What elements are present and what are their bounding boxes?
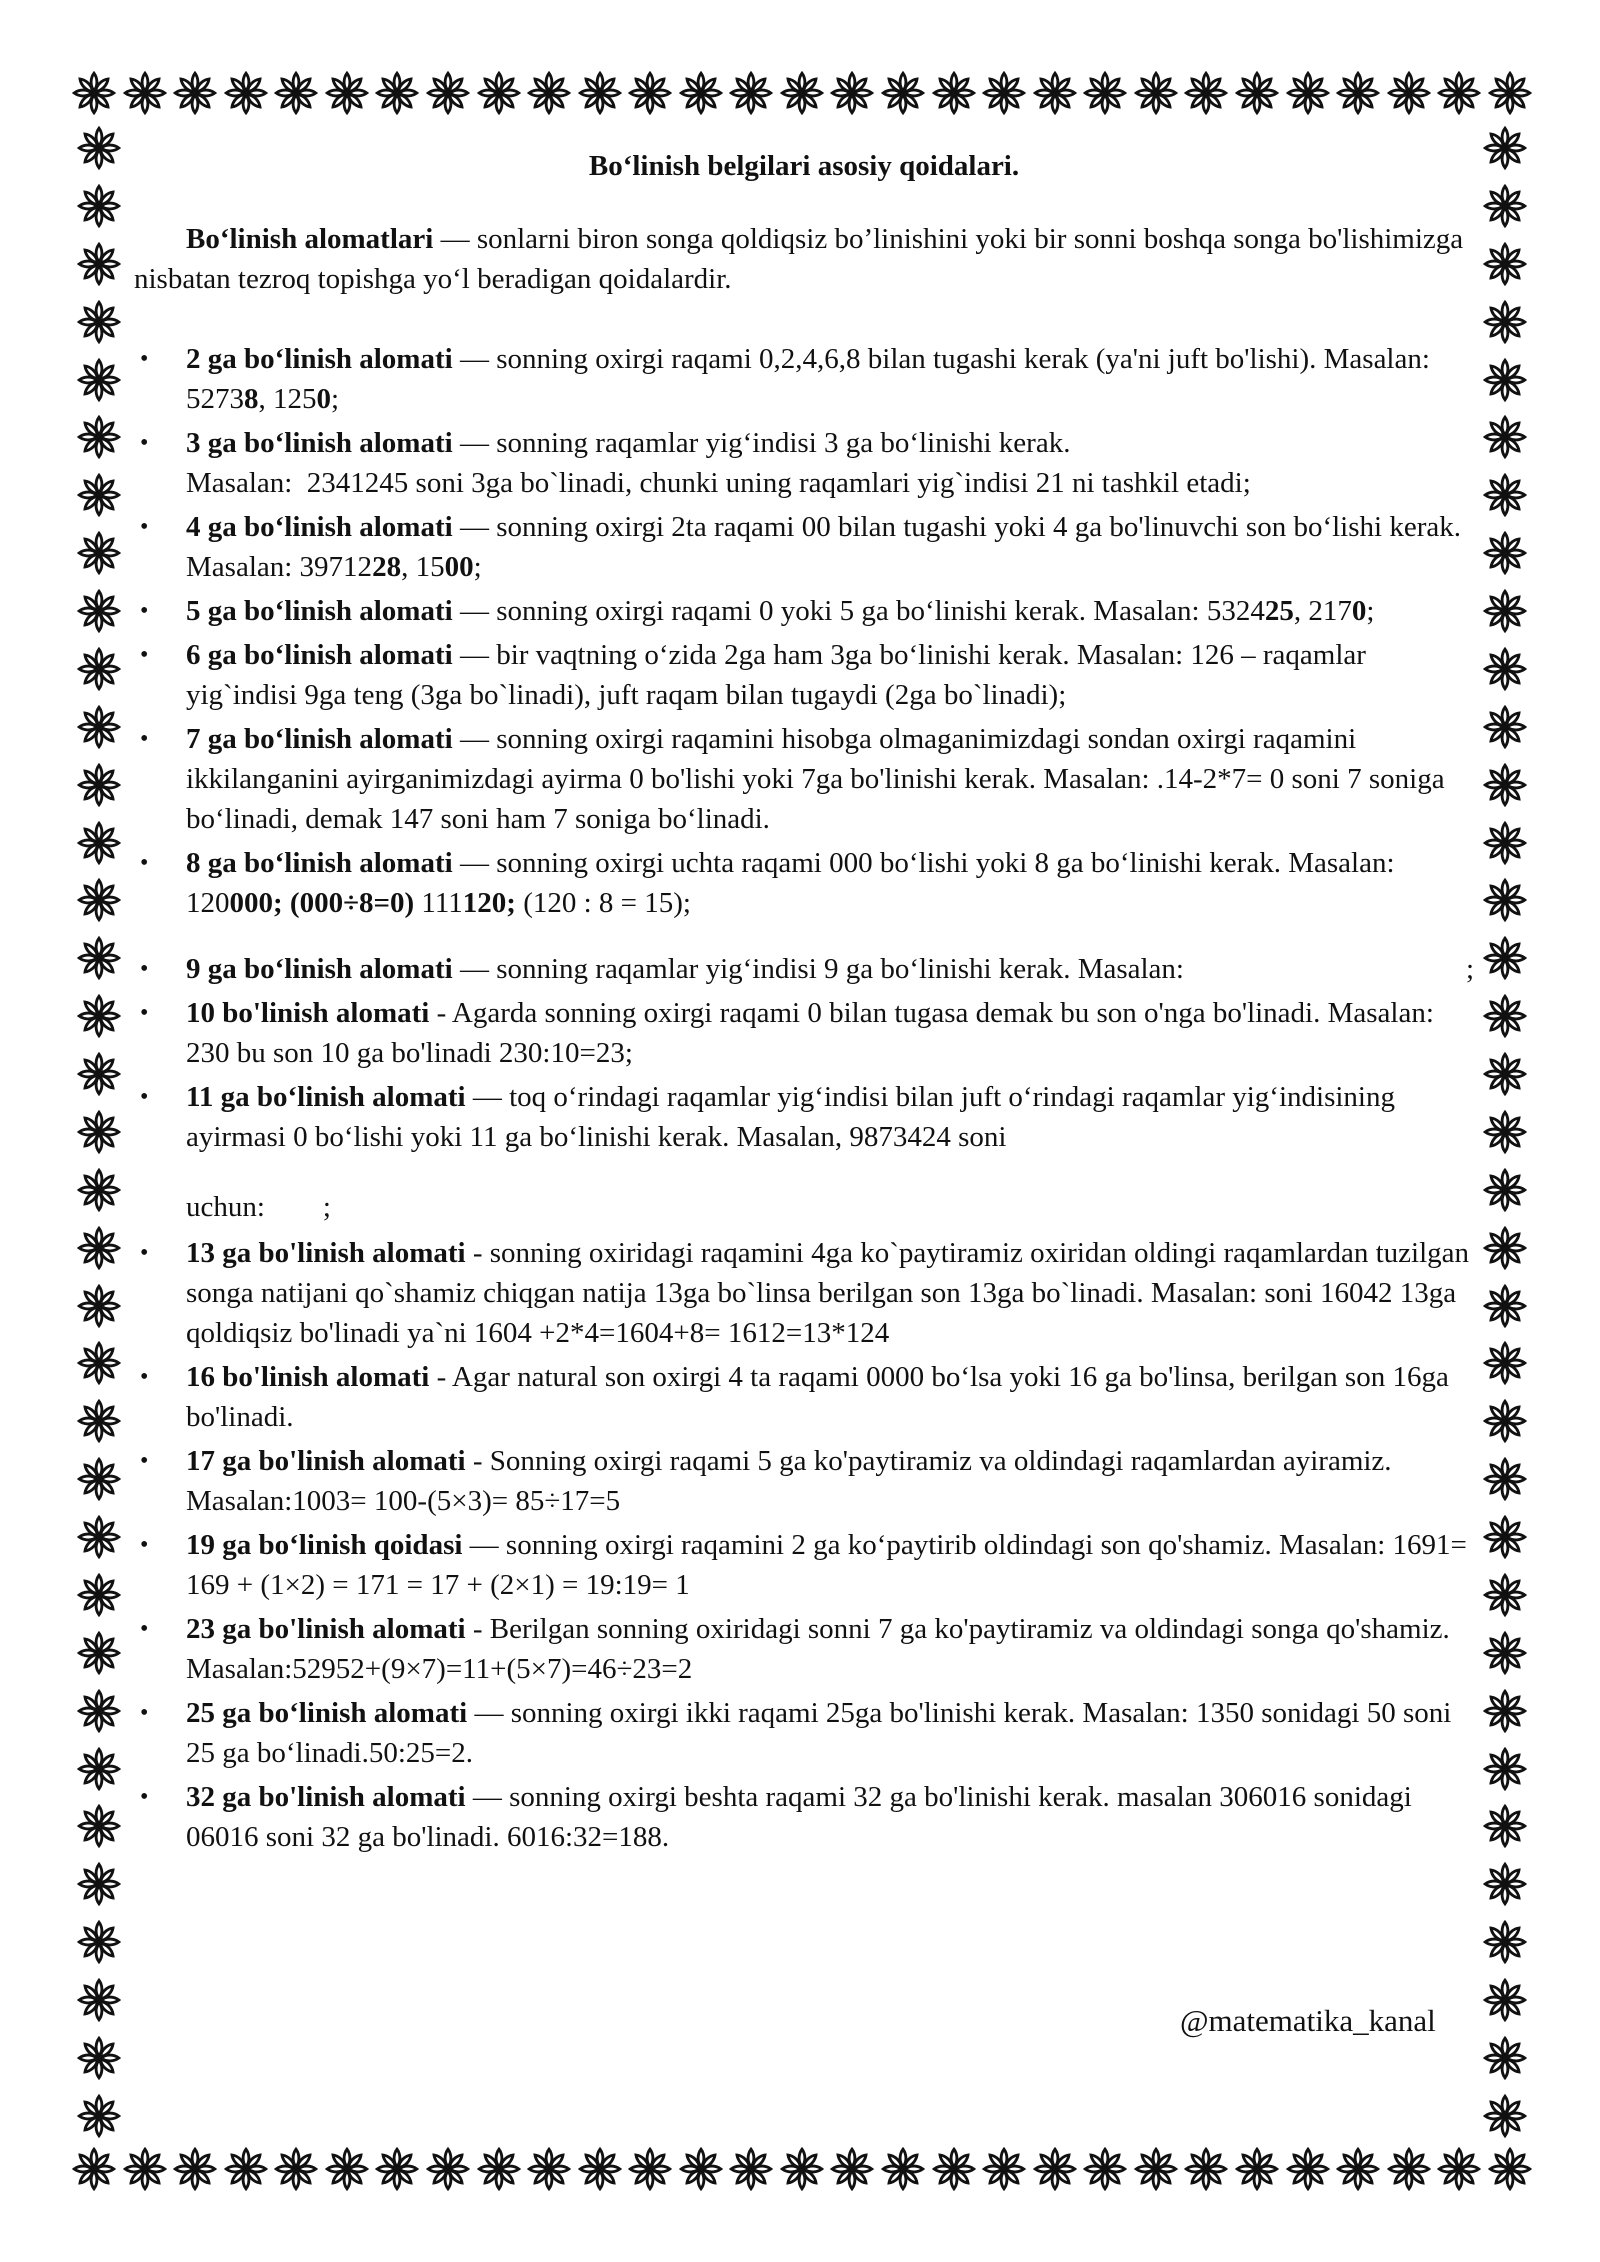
rule-heading: 7 ga bo‘linish alomati [186, 723, 453, 755]
rule-text: — toq o‘rindagi raqamlar yig‘indisi bilan juft o‘rindagi raqamlar yig‘indisining ayirmasi 0 bo‘lishi yoki 11 ga bo‘linishi kerak. Masalan, 9873424 soni [186, 1081, 1395, 1153]
asterisk-flower-icon [1033, 2147, 1077, 2191]
rule-continuation: Masalan: 2341245 soni 3ga bo`linadi, chunki uning raqamlari yig`indisi 21 ni tashkil etadi; [186, 467, 1251, 499]
asterisk-flower-icon [426, 2147, 470, 2191]
rule-item [134, 949, 1474, 989]
rule-heading: 11 ga bo‘linish alomati [186, 1081, 466, 1113]
rule-text: — sonning oxirgi raqamini hisobga olmaganimizdagi sondan oxirgi raqamini ikkilanganini ayirganimizdagi ayirma 0 bo'lishi yoki 7ga bo'linishi kerak. Masalan: .14-2*7= 0 soni 7 soniga bo‘linadi, demak 147 soni ham 7 soniga bo‘linadi. [186, 723, 1445, 835]
asterisk-flower-icon [77, 1226, 121, 1270]
border-left [72, 126, 126, 2138]
rule-text-part: ; [473, 551, 482, 583]
asterisk-flower-icon [578, 2147, 622, 2191]
asterisk-flower-icon [426, 71, 470, 115]
rule-heading: 9 ga bo‘linish alomati [186, 953, 453, 985]
rule-item [134, 591, 1474, 631]
asterisk-flower-icon [1083, 2147, 1127, 2191]
asterisk-flower-icon [1336, 71, 1380, 115]
rule-text-part: (120 : 8 = 15); [515, 887, 691, 919]
asterisk-flower-icon [1483, 1689, 1527, 1733]
rule-heading: 25 ga bo‘linish alomati [186, 1697, 468, 1729]
asterisk-flower-icon [77, 126, 121, 170]
asterisk-flower-icon [679, 2147, 723, 2191]
rule-heading: 19 ga bo‘linish qoidasi [186, 1529, 463, 1561]
asterisk-flower-icon [1235, 2147, 1279, 2191]
border-bottom [72, 2142, 1532, 2196]
asterisk-flower-icon [1483, 1631, 1527, 1675]
asterisk-flower-icon [1437, 71, 1481, 115]
asterisk-flower-icon [982, 2147, 1026, 2191]
asterisk-flower-icon [1483, 589, 1527, 633]
bullet-icon: • [140, 1784, 149, 1810]
rule-heading: 17 ga bo'linish alomati [186, 1445, 466, 1477]
asterisk-flower-icon [77, 1862, 121, 1906]
rule-bold-part: 25 [1264, 595, 1294, 627]
asterisk-flower-icon [1483, 358, 1527, 402]
asterisk-flower-icon [729, 71, 773, 115]
asterisk-flower-icon [1483, 1862, 1527, 1906]
rule-item [134, 719, 1474, 839]
asterisk-flower-icon [77, 763, 121, 807]
asterisk-flower-icon [77, 936, 121, 980]
asterisk-flower-icon [881, 71, 925, 115]
asterisk-flower-icon [1387, 71, 1431, 115]
asterisk-flower-icon [77, 1399, 121, 1443]
asterisk-flower-icon [679, 71, 723, 115]
asterisk-flower-icon [77, 1341, 121, 1385]
rule-item [134, 423, 1474, 503]
asterisk-flower-icon [77, 878, 121, 922]
asterisk-flower-icon [578, 71, 622, 115]
asterisk-flower-icon [1488, 2147, 1532, 2191]
rule-heading: 5 ga bo‘linish alomati [186, 595, 453, 627]
asterisk-flower-icon [77, 1515, 121, 1559]
bullet-icon: • [140, 726, 149, 752]
asterisk-flower-icon [1483, 705, 1527, 749]
asterisk-flower-icon [1483, 1804, 1527, 1848]
rule-heading: 4 ga bo‘linish alomati [186, 511, 453, 543]
rule-bold-part: 8 [244, 383, 259, 415]
asterisk-flower-icon [1483, 300, 1527, 344]
rule-text: — sonning raqamlar yig‘indisi 9 ga bo‘linishi kerak. Masalan: [452, 953, 1184, 985]
rule-text-part: , 15 [401, 551, 445, 583]
asterisk-flower-icon [77, 1978, 121, 2022]
rule-bold-part: 0 [316, 383, 331, 415]
asterisk-flower-icon [527, 2147, 571, 2191]
bullet-icon: • [140, 514, 149, 540]
bullet-icon: • [140, 1084, 149, 1110]
rule-heading: 10 bo'linish alomati [186, 997, 430, 1029]
rule-item [134, 843, 1474, 923]
rule-text-part: ; [331, 383, 340, 415]
intro-paragraph [134, 219, 1474, 299]
bullet-icon: • [140, 346, 149, 372]
asterisk-flower-icon [1286, 71, 1330, 115]
asterisk-flower-icon [325, 71, 369, 115]
rule-item [134, 1077, 1474, 1227]
asterisk-flower-icon [173, 2147, 217, 2191]
rule-item [134, 1693, 1474, 1773]
rule-tail: ; [1465, 953, 1474, 985]
rule-text: - sonning oxiridagi raqamini 4ga ko`paytiramiz oxiridan oldingi raqamlardan tuzilgan songa natijani qo`shamiz chiqgan natija 13ga bo`linsa berilgan son 13ga bo`linadi. Masalan: soni 16042 13ga qoldiqsiz bo'linadi ya`ni 1604 +2*4=1604+8= 1612=13*124 [186, 1237, 1470, 1349]
rule-text: - Sonning oxirgi raqami 5 ga ko'paytiramiz va oldindagi raqamlardan ayiramiz. Masalan:1003= 100-(5×3)= 85÷17=5 [186, 1445, 1392, 1517]
asterisk-flower-icon [1483, 2036, 1527, 2080]
bullet-icon: • [140, 1448, 149, 1474]
bullet-icon: • [140, 1240, 149, 1266]
asterisk-flower-icon [1483, 184, 1527, 228]
bullet-icon: • [140, 1532, 149, 1558]
asterisk-flower-icon [1483, 1978, 1527, 2022]
bullet-icon: • [140, 598, 149, 624]
asterisk-flower-icon [1483, 821, 1527, 865]
asterisk-flower-icon [932, 71, 976, 115]
asterisk-flower-icon [1483, 1747, 1527, 1791]
asterisk-flower-icon [881, 2147, 925, 2191]
asterisk-flower-icon [1134, 2147, 1178, 2191]
rule-item [134, 1233, 1474, 1353]
asterisk-flower-icon [77, 1747, 121, 1791]
asterisk-flower-icon [1483, 1226, 1527, 1270]
asterisk-flower-icon [77, 2094, 121, 2138]
rule-item [134, 1525, 1474, 1605]
intro-lead: Bo‘linish alomatlari [186, 223, 434, 255]
asterisk-flower-icon [982, 71, 1026, 115]
rule-bold-part: 00 [444, 551, 474, 583]
rule-heading: 3 ga bo‘linish alomati [186, 427, 453, 459]
rule-item [134, 507, 1474, 587]
bullet-icon: • [140, 1616, 149, 1642]
asterisk-flower-icon [77, 1920, 121, 1964]
asterisk-flower-icon [77, 1284, 121, 1328]
asterisk-flower-icon [77, 1631, 121, 1675]
rule-text: — sonning oxirgi beshta raqami 32 ga bo'linishi kerak. masalan 306016 sonidagi 06016 soni 32 ga bo'linadi. 6016:32=188. [186, 1781, 1412, 1853]
asterisk-flower-icon [1483, 647, 1527, 691]
asterisk-flower-icon [77, 415, 121, 459]
rule-text: — sonning oxirgi raqami 0,2,4,6,8 bilan tugashi kerak (ya'ni juft bo'lishi). Masalan: 5273 [186, 343, 1430, 415]
channel-handle: @matematika_kanal [1180, 2003, 1436, 2038]
asterisk-flower-icon [224, 2147, 268, 2191]
rule-item [134, 1609, 1474, 1689]
rule-heading: 23 ga bo'linish alomati [186, 1613, 466, 1645]
rule-bold-part: 120; [462, 887, 516, 919]
rules-list [134, 339, 1474, 1857]
rule-text: — sonning oxirgi uchta raqami 000 bo‘lishi yoki 8 ga bo‘linishi kerak. Masalan: 120 [186, 847, 1395, 919]
asterisk-flower-icon [1483, 1920, 1527, 1964]
asterisk-flower-icon [1483, 531, 1527, 575]
document-title: Bo‘linish belgilari asosiy qoidalari. [588, 150, 1020, 182]
asterisk-flower-icon [72, 71, 116, 115]
asterisk-flower-icon [1437, 2147, 1481, 2191]
asterisk-flower-icon [1483, 1284, 1527, 1328]
asterisk-flower-icon [173, 71, 217, 115]
asterisk-flower-icon [1483, 126, 1527, 170]
bullet-icon: • [140, 1700, 149, 1726]
bullet-icon: • [140, 1364, 149, 1390]
rule-text: - Agarda sonning oxirgi raqami 0 bilan tugasa demak bu son o'nga bo'linadi. Masalan: 230 bu son 10 ga bo'linadi 230:10=23; [186, 997, 1434, 1069]
rule-bold-part: 000; (000÷8=0) [229, 887, 415, 919]
bullet-icon: • [140, 1000, 149, 1026]
asterisk-flower-icon [1483, 878, 1527, 922]
asterisk-flower-icon [77, 184, 121, 228]
rule-text: — sonning oxirgi raqamini 2 ga ko‘paytirib oldindagi son qo'shamiz. Masalan: 1691= 169 + (1×2) = 171 = 17 + (2×1) = 19:19= 1 [186, 1529, 1467, 1601]
asterisk-flower-icon [780, 71, 824, 115]
asterisk-flower-icon [77, 300, 121, 344]
rule-heading: 2 ga bo‘linish alomati [186, 343, 453, 375]
rule-text: — sonning oxirgi raqami 0 yoki 5 ga bo‘linishi kerak. Masalan: 5324 [452, 595, 1265, 627]
asterisk-flower-icon [123, 2147, 167, 2191]
rule-text-part: , 125 [258, 383, 317, 415]
asterisk-flower-icon [1483, 1110, 1527, 1154]
asterisk-flower-icon [729, 2147, 773, 2191]
asterisk-flower-icon [77, 1457, 121, 1501]
asterisk-flower-icon [77, 1168, 121, 1212]
asterisk-flower-icon [932, 2147, 976, 2191]
asterisk-flower-icon [830, 2147, 874, 2191]
rule-item [134, 993, 1474, 1073]
asterisk-flower-icon [72, 2147, 116, 2191]
asterisk-flower-icon [477, 2147, 521, 2191]
asterisk-flower-icon [1483, 1052, 1527, 1096]
asterisk-flower-icon [1483, 763, 1527, 807]
bullet-icon: • [140, 956, 149, 982]
asterisk-flower-icon [1483, 1341, 1527, 1385]
rule-item [134, 1777, 1474, 1857]
rule-text-part: , 217 [1293, 595, 1352, 627]
asterisk-flower-icon [1033, 71, 1077, 115]
asterisk-flower-icon [1083, 71, 1127, 115]
asterisk-flower-icon [1483, 1515, 1527, 1559]
asterisk-flower-icon [1184, 2147, 1228, 2191]
asterisk-flower-icon [1483, 1168, 1527, 1212]
bullet-icon: • [140, 850, 149, 876]
asterisk-flower-icon [77, 647, 121, 691]
asterisk-flower-icon [77, 358, 121, 402]
asterisk-flower-icon [224, 71, 268, 115]
rule-item [134, 635, 1474, 715]
asterisk-flower-icon [274, 2147, 318, 2191]
asterisk-flower-icon [123, 71, 167, 115]
asterisk-flower-icon [77, 1689, 121, 1733]
asterisk-flower-icon [1235, 71, 1279, 115]
asterisk-flower-icon [77, 821, 121, 865]
asterisk-flower-icon [780, 2147, 824, 2191]
border-top [72, 66, 1532, 120]
asterisk-flower-icon [1483, 242, 1527, 286]
asterisk-flower-icon [77, 589, 121, 633]
asterisk-flower-icon [77, 2036, 121, 2080]
rule-heading: 6 ga bo‘linish alomati [186, 639, 453, 671]
rule-text-part: 111 [414, 887, 463, 919]
asterisk-flower-icon [77, 1110, 121, 1154]
asterisk-flower-icon [325, 2147, 369, 2191]
rule-text: — sonning raqamlar yig‘indisi 3 ga bo‘linishi kerak. [452, 427, 1071, 459]
asterisk-flower-icon [1488, 71, 1532, 115]
asterisk-flower-icon [1483, 1399, 1527, 1443]
asterisk-flower-icon [1483, 994, 1527, 1038]
asterisk-flower-icon [1483, 1457, 1527, 1501]
rule-heading: 13 ga bo'linish alomati [186, 1237, 466, 1269]
asterisk-flower-icon [1184, 71, 1228, 115]
rule-item [134, 1357, 1474, 1437]
asterisk-flower-icon [628, 71, 672, 115]
rule-text: — sonning oxirgi 2ta raqami 00 bilan tugashi yoki 4 ga bo'linuvchi son bo‘lishi kerak. Masalan: 39712 [186, 511, 1461, 583]
asterisk-flower-icon [1483, 473, 1527, 517]
asterisk-flower-icon [628, 2147, 672, 2191]
asterisk-flower-icon [477, 71, 521, 115]
bullet-icon: • [140, 430, 149, 456]
bullet-icon: • [140, 642, 149, 668]
document-body [134, 150, 1474, 1861]
rule-item [134, 339, 1474, 419]
rule-bold-part: 0 [1351, 595, 1367, 627]
asterisk-flower-icon [375, 2147, 419, 2191]
rule-continuation: uchun: ; [186, 1191, 331, 1223]
rule-bold-part: 28 [372, 551, 402, 583]
asterisk-flower-icon [77, 1573, 121, 1617]
asterisk-flower-icon [1336, 2147, 1380, 2191]
asterisk-flower-icon [1483, 2094, 1527, 2138]
asterisk-flower-icon [77, 242, 121, 286]
intro-text: — sonlarni biron songa qoldiqsiz bo’linishini yoki bir sonni boshqa songa bo'lishimizga nisbatan tezroq topishga yo‘l beradigan qoidalardir. [134, 223, 1464, 295]
asterisk-flower-icon [1483, 1573, 1527, 1617]
asterisk-flower-icon [77, 473, 121, 517]
rule-heading: 16 bo'linish alomati [186, 1361, 430, 1393]
asterisk-flower-icon [77, 1804, 121, 1848]
rule-item [134, 1441, 1474, 1521]
asterisk-flower-icon [375, 71, 419, 115]
rule-text: - Berilgan sonning oxiridagi sonni 7 ga ko'paytiramiz va oldindagi songa qo'shamiz. Masalan:52952+(9×7)=11+(5×7)=46÷23=2 [186, 1613, 1450, 1685]
border-right [1478, 126, 1532, 2138]
asterisk-flower-icon [1483, 936, 1527, 980]
asterisk-flower-icon [77, 994, 121, 1038]
rule-heading: 8 ga bo‘linish alomati [186, 847, 453, 879]
rule-text: — sonning oxirgi ikki raqami 25ga bo'linishi kerak. Masalan: 1350 sonidagi 50 soni 25 ga bo‘linadi.50:25=2. [186, 1697, 1452, 1769]
asterisk-flower-icon [77, 1052, 121, 1096]
asterisk-flower-icon [274, 71, 318, 115]
asterisk-flower-icon [830, 71, 874, 115]
rule-text-part: ; [1366, 595, 1375, 627]
asterisk-flower-icon [1483, 415, 1527, 459]
rule-text: - Agar natural son oxirgi 4 ta raqami 0000 bo‘lsa yoki 16 ga bo'linsa, berilgan son 16ga bo'linadi. [186, 1361, 1449, 1433]
rule-text: — bir vaqtning o‘zida 2ga ham 3ga bo‘linishi kerak. Masalan: 126 – raqamlar yig`indisi 9ga teng (3ga bo`linadi), juft raqam bilan tugaydi (2ga bo`linadi); [186, 639, 1366, 711]
asterisk-flower-icon [77, 531, 121, 575]
rule-heading: 32 ga bo'linish alomati [186, 1781, 466, 1813]
asterisk-flower-icon [527, 71, 571, 115]
asterisk-flower-icon [1387, 2147, 1431, 2191]
asterisk-flower-icon [1286, 2147, 1330, 2191]
asterisk-flower-icon [1134, 71, 1178, 115]
asterisk-flower-icon [77, 705, 121, 749]
